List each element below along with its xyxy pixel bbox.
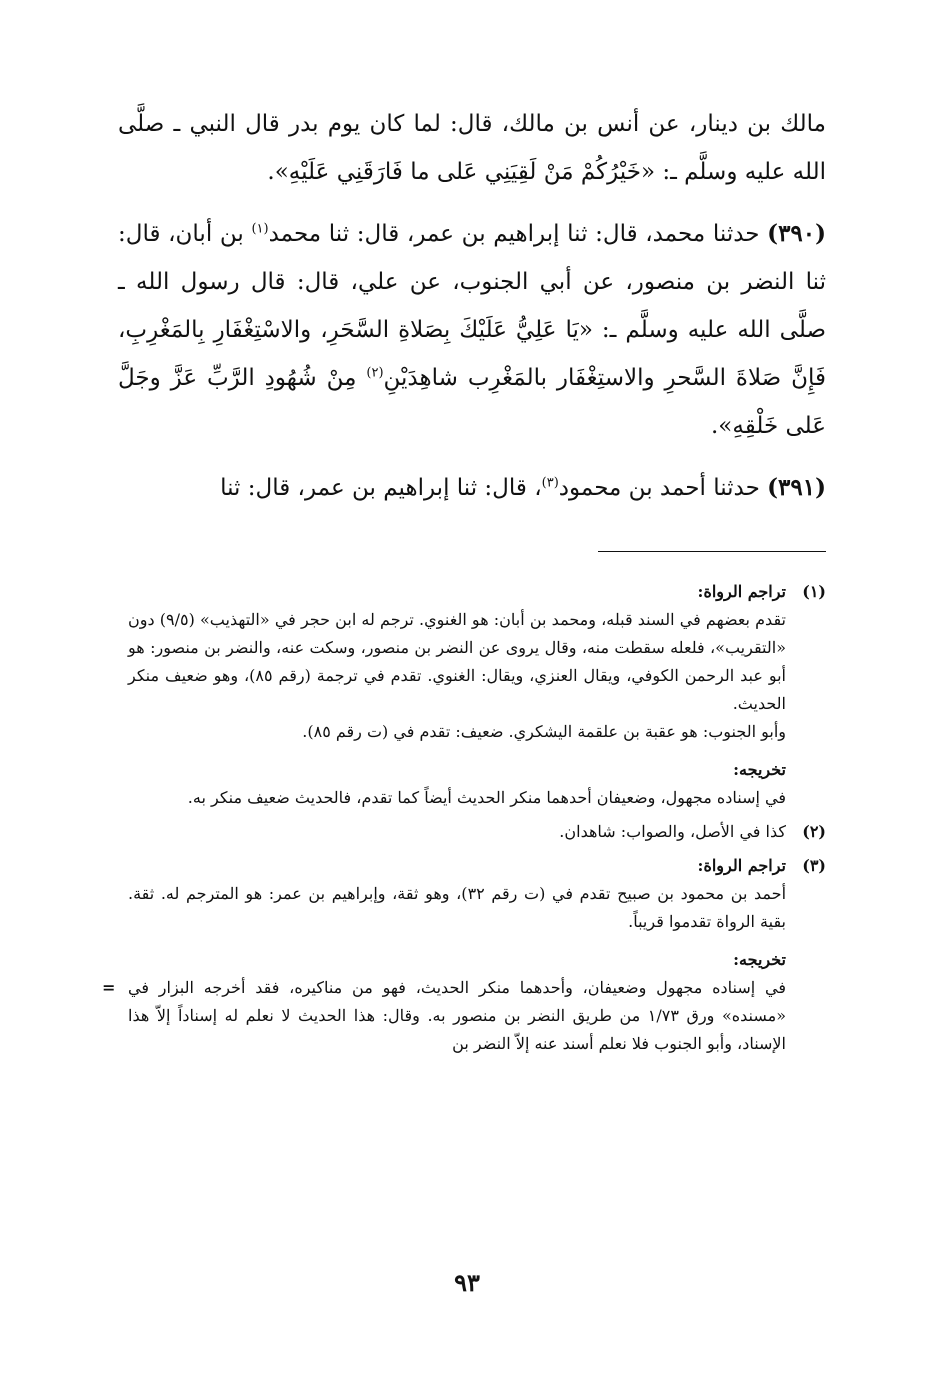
footnote-heading: تخريجه: [733, 760, 786, 779]
hadith-text: حدثنا محمد، قال: ثنا إبراهيم بن عمر، قال: ثنا محمد [268, 221, 760, 247]
footnote-ref[interactable]: (٣) [541, 475, 559, 491]
footnote-paragraph: أحمد بن محمود بن صبيح تقدم في (ت رقم ٣٢)، وهو ثقة، وإبراهيم بن عمر: هو المترجم له. ثقة. بقية الرواة تقدموا قريباً. [128, 884, 787, 931]
page-number: ٩٣ [454, 1268, 480, 1297]
main-text [118, 100, 826, 526]
footnote-ref[interactable]: (٢) [366, 365, 384, 381]
footnote-paragraph-text: في إسناده مجهول وضعيفان، وأحدهما منكر الحديث، فهو من مناكيره، فقد أخرجه البزار في «مسنده» ورق ١/٧٣ من طريق النضر بن منصور به. وقال: هذا الحديث لا نعلم له إسناداً إلاّ هذا الإسناد، وأبو الجنوب فلا نعلم أسند عنه إلاّ النضر بن [128, 978, 786, 1053]
hadith-text: بن أبان، قال: ثنا النضر بن منصور، عن أبي الجنوب، عن علي، قال: قال رسول الله ـ صلَّى الله عليه وسلَّم ـ: «يَا عَلِيُّ عَلَيْكَ بِصَلاةِ السَّحَرِ، والاسْتِغْفَارِ بِالمَغْرِبِ، فَإِنَّ صَلاةَ السَّحرِ والاستِغْفَار بالمَغْرِب شاهِدَيْنِ [118, 221, 827, 391]
paragraph-hadith-389-end [118, 100, 826, 196]
footnote-ref[interactable]: (١) [251, 221, 269, 237]
footnote-1 [128, 578, 826, 812]
paragraph-text: مالك بن دينار، عن أنس بن مالك، قال: لما كان يوم بدر قال النبي ـ صلَّى الله عليه وسلَّم ـ: «خَيْرُكُمْ مَنْ لَقِيَنِي عَلى ما فَارَقَنِي عَلَيْهِ». [118, 111, 826, 185]
hadith-number: (٣٩٠) [767, 220, 827, 247]
paragraph-hadith-390 [118, 210, 826, 450]
footnote-number: (٣) [802, 856, 826, 875]
footnote-body [128, 818, 786, 846]
paragraph-hadith-391 [118, 464, 826, 512]
footnote-number: (٢) [802, 822, 826, 841]
footnote-body [128, 578, 786, 812]
footnote-3 [102, 852, 826, 1058]
footnote-body [102, 852, 787, 1058]
footnote-separator [598, 551, 826, 552]
footnote-paragraph: وأبو الجنوب: هو عقبة بن علقمة اليشكري. ضعيف: تقدم في (ت رقم ٨٥). [302, 722, 786, 741]
footnote-heading: تراجم الرواة: [697, 856, 786, 875]
hadith-number: (٣٩١) [767, 474, 826, 501]
hadith-text: حدثنا أحمد بن محمود [558, 475, 760, 501]
footnote-paragraph: كذا في الأصل، والصواب: شاهدان. [559, 822, 786, 841]
continuation-mark: = [102, 978, 116, 997]
footnote-paragraph: في إسناده مجهول، وضعيفان أحدهما منكر الحديث أيضاً كما تقدم، فالحديث ضعيف منكر به. [187, 788, 786, 807]
footnote-paragraph [102, 974, 786, 1058]
footnote-paragraph: تقدم بعضهم في السند قبله، ومحمد بن أبان: هو الغنوي. ترجم له ابن حجر في «التهذيب» (٩/٥) دون «التقريب»، فلعله سقطت منه، وقال يروى عن النضر بن منصور، وسكت عنه، والنضر بن منصور: هو أبو عبد الرحمن الكوفي، ويقال العنزي، ويقال: الغنوي. تقدم في ترجمة (رقم ٨٥)، وهو ضعيف منكر الحديث. [128, 610, 787, 713]
hadith-text: مِنْ شُهُودِ الرَّبِّ عَزَّ وجَلَّ عَلى خَلْقِهِ». [118, 365, 826, 439]
footnote-heading: تخريجه: [733, 950, 786, 969]
footnote-2 [128, 818, 826, 846]
hadith-text: ، قال: ثنا إبراهيم بن عمر، قال: ثنا [220, 475, 542, 501]
footnote-number: (١) [802, 582, 826, 601]
footnotes [102, 578, 826, 1064]
footnote-heading: تراجم الرواة: [697, 582, 786, 601]
